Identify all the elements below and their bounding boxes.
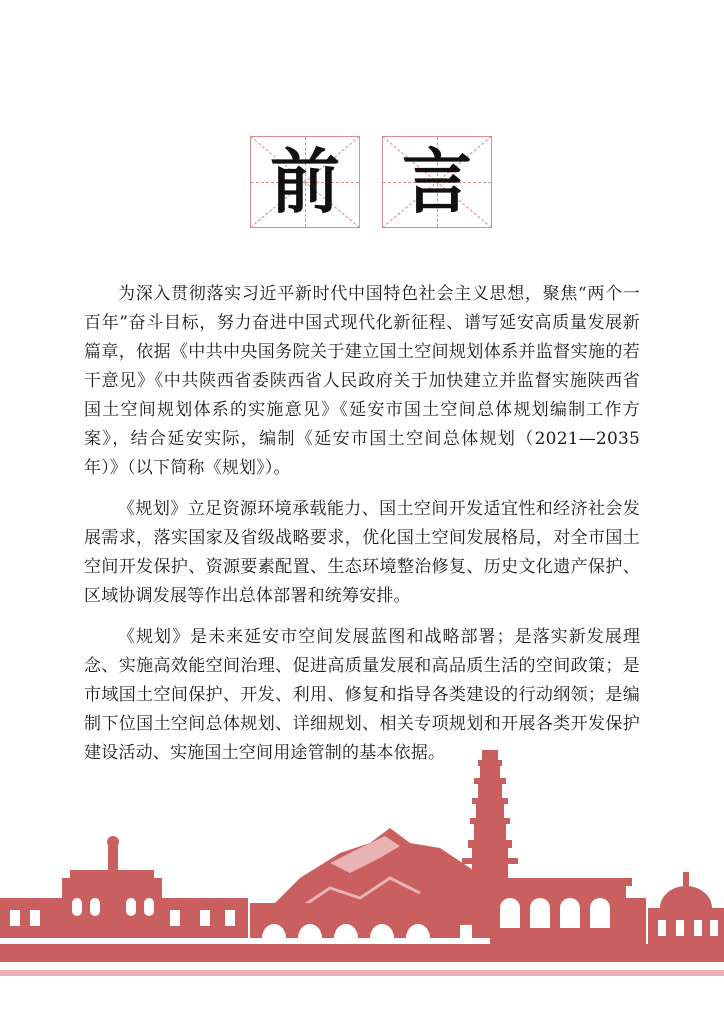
title-grid-box-1 xyxy=(250,136,360,228)
title-char-1: 前 xyxy=(270,141,340,223)
ground-band-1 xyxy=(0,944,724,962)
paragraph-1: 为深入贯彻落实习近平新时代中国特色社会主义思想，聚焦“两个一百年”奋斗目标，努力奋进中国式现代化新征程、谱写延安高质量发展新篇章，依据《中共中央国务院关于建立国土空间规划体系并监督实施的若干意见》《中共陕西省委陕西省人民政府关于加快建立并监督实施陕西省国土空间规划体系的实施意见》《延安市国土空间总体规划编制工作方案》，结合延安实际，编制《延安市国土空间总体规划（2021—2035年）》（以下简称《规划》）。 xyxy=(84,284,640,478)
title-char-2: 言 xyxy=(402,141,472,223)
yanan-skyline-illustration xyxy=(0,748,724,1024)
paragraph-3: 《规划》是未来延安市空间发展蓝图和战略部署；是落实新发展理念、实施高效能空间治理、促进高质量发展和高品质生活的空间政策；是市域国土空间保护、开发、利用、修复和指导各类建设的行动纲领；是编制下位国土空间总体规划、详细规划、相关专项规划和开展各类开发保护建设活动、实施国土空间用途管制的基本依据。 xyxy=(84,627,640,763)
paragraph-2: 《规划》立足资源环境承载能力、国土空间开发适宜性和经济社会发展需求，落实国家及省级战略要求，优化国土空间发展格局，对全市国土空间开发保护、资源要素配置、生态环境整治修复、历史文化遗产保护、区域协调发展等作出总体部署和统筹安排。 xyxy=(84,499,640,606)
ground-band-2 xyxy=(0,970,724,976)
bridge-icon xyxy=(250,903,460,938)
title-grid-box-2 xyxy=(382,136,492,228)
preface-body xyxy=(84,280,640,780)
